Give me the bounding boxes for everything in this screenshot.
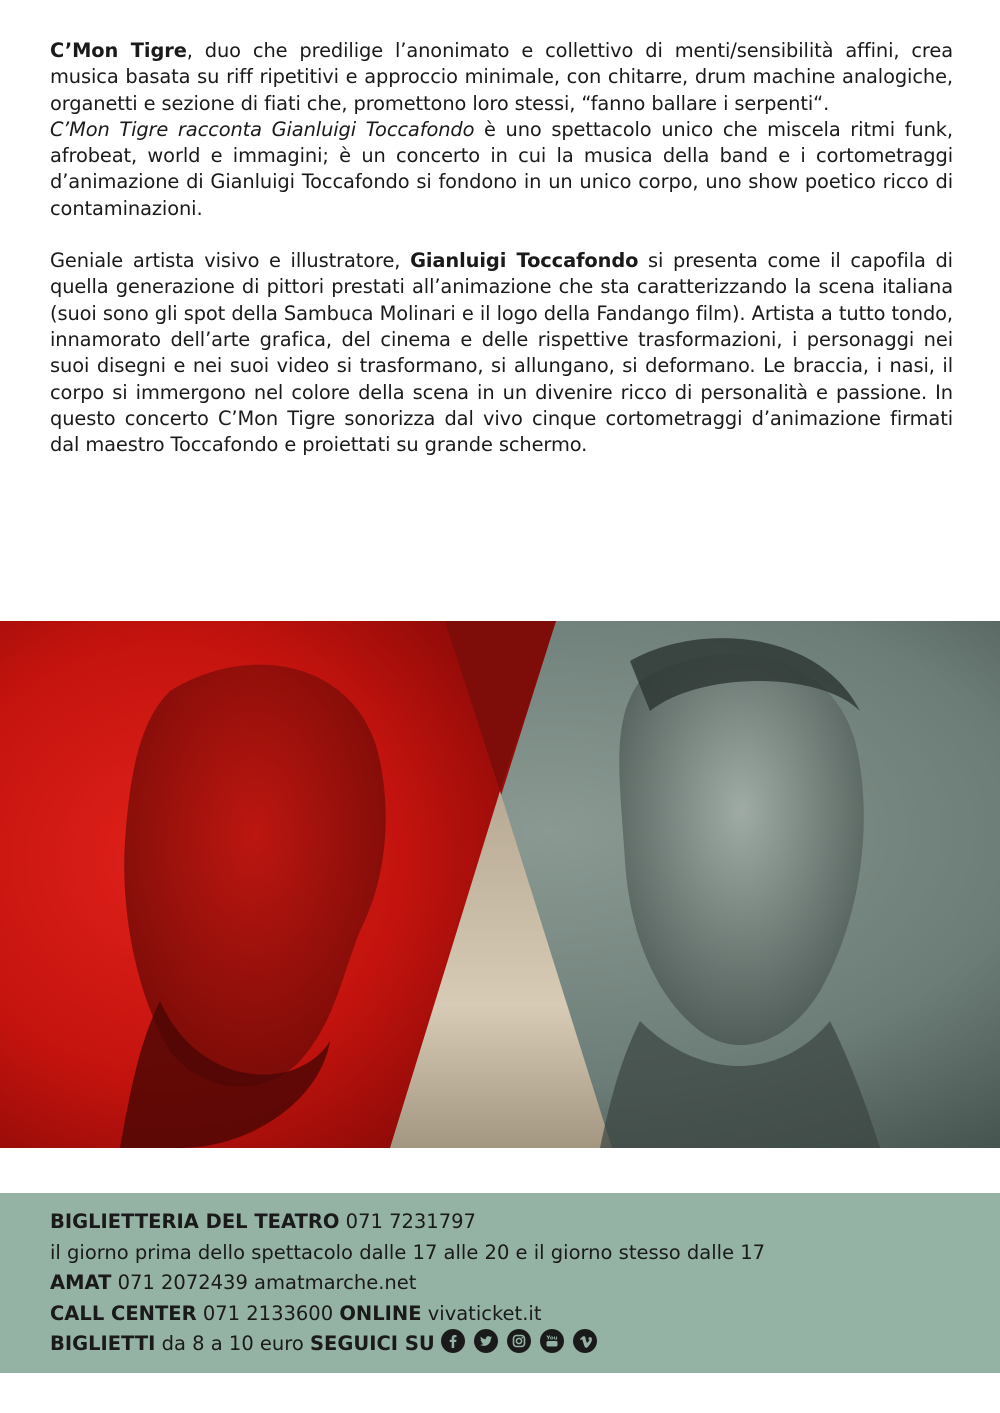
follow-label: SEGUICI SU	[310, 1332, 435, 1355]
twitter-icon[interactable]	[474, 1329, 498, 1353]
body-text	[50, 38, 953, 458]
tickets-price: da 8 a 10 euro	[155, 1332, 310, 1355]
call-center-phone: 071 2133600	[196, 1301, 340, 1325]
box-office-line	[50, 1207, 765, 1238]
box-office-label: BIGLIETTERIA DEL TEATRO	[50, 1210, 340, 1233]
band-name: C’Mon Tigre	[50, 39, 187, 62]
ticket-info-lines	[50, 1207, 765, 1360]
show-title: C’Mon Tigre racconta Gianluigi Toccafondo	[50, 117, 475, 141]
amat-contact: 071 2072439 amatmarche.net	[111, 1271, 417, 1294]
ticket-info-panel	[0, 1193, 1000, 1373]
show-text: è uno spettacolo unico che miscela ritmi funk, afrobeat, world e immagini; è un concerto in cui la musica della band e i cortometraggi d’animazione di Gianluigi Toccafondo si fondono in un unico corpo, uno show poetico ricco di contaminazioni.	[50, 117, 953, 220]
social-icons	[441, 1329, 597, 1353]
show-paragraph	[50, 117, 953, 222]
amat-line	[50, 1268, 765, 1299]
amat-label: AMAT	[50, 1271, 112, 1294]
call-center-line	[50, 1299, 765, 1330]
intro-paragraph	[50, 38, 953, 117]
artist-name: Gianluigi Toccafondo	[410, 249, 639, 273]
vimeo-icon[interactable]	[573, 1329, 597, 1353]
youtube-icon[interactable]	[540, 1329, 564, 1353]
facebook-icon[interactable]	[441, 1329, 465, 1353]
online-label: ONLINE	[339, 1301, 422, 1325]
svg-text:You: You	[546, 1335, 558, 1342]
duo-portrait-photo	[0, 621, 1000, 1148]
tickets-line	[50, 1329, 765, 1360]
online-site: vivaticket.it	[421, 1301, 542, 1325]
artist-pre: Geniale artista visivo e illustratore,	[50, 249, 411, 273]
intro-text: , duo che predilige l’anonimato e collettivo di menti/sensibilità affini, crea musica basata su riff ripetitivi e approccio minimale, con chitarre, drum machine analogiche, organetti e sezione di fiati che, promettono loro stessi, “fanno ballare i serpenti“.	[50, 39, 953, 115]
artist-text: si presenta come il capofila di quella generazione di pittori prestati all’animazione che sta caratterizzando la scena italiana (suoi sono gli spot della Sambuca Molinari e il logo della Fandango film). Artista a tutto tondo, innamorato dell’arte grafica, del cinema e delle rispettive trasformazioni, i personaggi nei suoi disegni e nei suoi video si trasformano, si allungano, si deformano. Le braccia, i nasi, il corpo si immergono nel colore della scena in un divenire ricco di personalità e passione. In questo concerto C’Mon Tigre sonorizza dal vivo cinque cortometraggi d’animazione firmati dal maestro Toccafondo e proiettati su grande schermo.	[50, 249, 953, 457]
box-office-phone: 071 7231797	[339, 1210, 476, 1233]
call-center-label: CALL CENTER	[50, 1301, 197, 1325]
portrait-illustration	[0, 621, 1000, 1148]
artist-paragraph	[50, 248, 953, 458]
tickets-label: BIGLIETTI	[50, 1332, 156, 1355]
hours-line: il giorno prima dello spettacolo dalle 17 alle 20 e il giorno stesso dalle 17	[50, 1240, 766, 1264]
instagram-icon[interactable]	[507, 1329, 531, 1353]
